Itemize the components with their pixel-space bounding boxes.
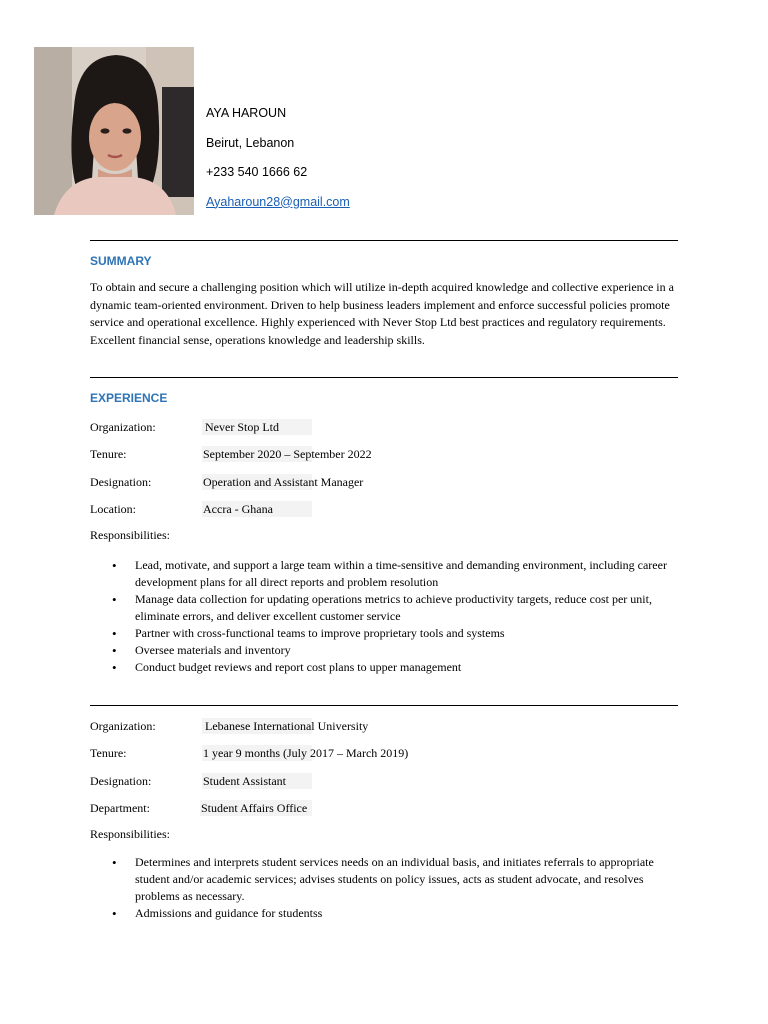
list-item: • Partner with cross-functional teams to improve proprietary tools and systems — [112, 625, 682, 642]
field-value: Operation and Assistant Manager — [203, 475, 364, 489]
list-item: • Admissions and guidance for studentss — [112, 905, 682, 922]
divider — [90, 240, 678, 241]
applicant-location: Beirut, Lebanon — [206, 135, 295, 150]
responsibilities-label: Responsibilities: — [90, 528, 171, 542]
list-item: • Lead, motivate, and support a large team within a time-sensitive and demanding environment, including career development plans for all direct reports and problem resolution — [112, 557, 682, 591]
field-value: Lebanese International University — [205, 719, 369, 733]
field-value: Never Stop Ltd — [205, 420, 279, 434]
job2-responsibilities-list — [112, 854, 682, 922]
field-label: Organization: — [90, 719, 156, 733]
field-label: Tenure: — [90, 746, 127, 760]
field-label: Designation: — [90, 475, 152, 489]
profile-photo — [34, 47, 194, 215]
contact-block — [206, 104, 350, 222]
field-value: September 2020 – September 2022 — [203, 447, 372, 461]
list-item: • Determines and interprets student services needs on an individual basis, and initiates referrals to appropriate student and/or academic services; advises students on policy issues, acts as student advocate, and resolves problems as necessary. — [112, 854, 682, 905]
field-value: Student Affairs Office — [201, 801, 308, 815]
field-label: Designation: — [90, 774, 152, 788]
field-label: Organization: — [90, 420, 156, 434]
email-link[interactable]: Ayaharoun28@gmail.com — [206, 194, 350, 209]
divider — [90, 377, 678, 378]
list-item: • Oversee materials and inventory — [112, 642, 682, 659]
field-label: Tenure: — [90, 447, 127, 461]
list-item: • Conduct budget reviews and report cost plans to upper management — [112, 659, 682, 676]
divider — [90, 705, 678, 706]
applicant-phone: +233 540 1666 62 — [206, 165, 308, 179]
responsibilities-label: Responsibilities: — [90, 827, 171, 841]
field-label: Department: — [90, 801, 150, 815]
list-item: • Manage data collection for updating operations metrics to achieve productivity targets, reduce cost per unit, eliminate errors, and deliver excellent customer service — [112, 591, 682, 625]
summary-heading: SUMMARY — [90, 254, 152, 268]
summary-text: To obtain and secure a challenging position which will utilize in-depth acquired knowledge and collective experience in a dynamic team-oriented environment. Driven to help business leaders implement and enforce successful policies promote service and operational excellence. Highly experienced with Never Stop Ltd best practices and regulatory requirements. Excellent financial sense, operations knowledge and leadership skills. — [90, 280, 674, 347]
applicant-name: AYA HAROUN — [206, 106, 287, 120]
field-value: Student Assistant — [203, 774, 287, 788]
field-value: 1 year 9 months (July 2017 – March 2019) — [203, 746, 409, 760]
field-label: Location: — [90, 502, 136, 516]
field-value: Accra - Ghana — [203, 502, 273, 516]
job1-responsibilities-list — [112, 557, 682, 676]
experience-heading: EXPERIENCE — [90, 391, 168, 405]
